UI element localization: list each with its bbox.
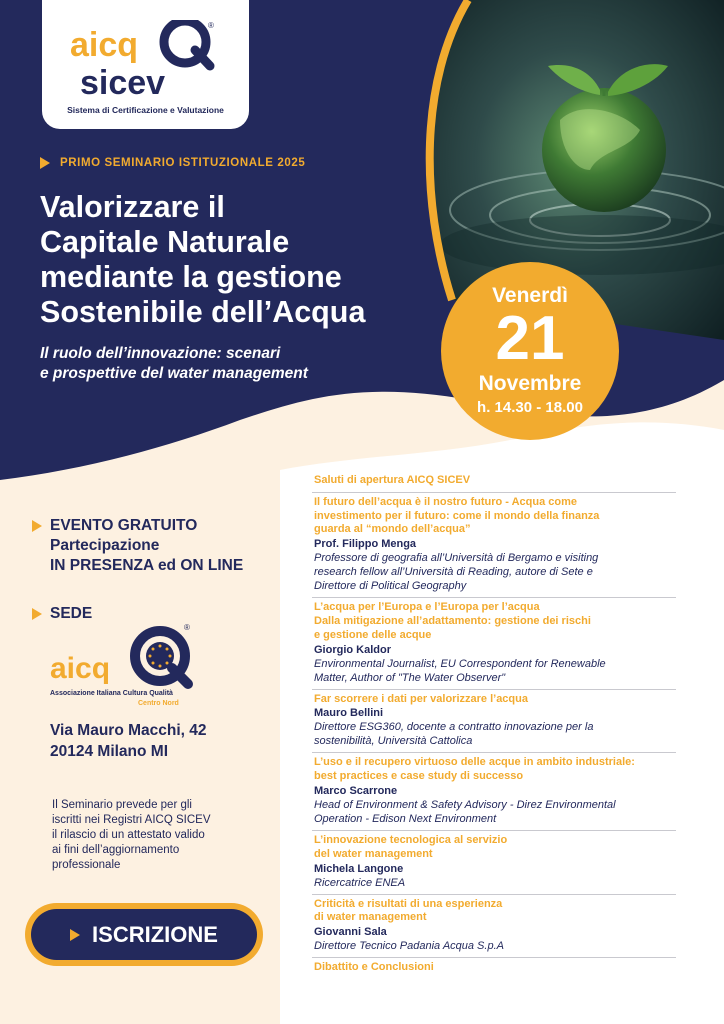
program-speaker-role bbox=[314, 551, 676, 593]
date-number: 21 bbox=[495, 304, 565, 373]
program-title-line: Dibattito e Conclusioni bbox=[314, 961, 434, 974]
date-month: Novembre bbox=[478, 372, 582, 395]
registration-label: ISCRIZIONE bbox=[92, 921, 218, 947]
program-speaker: Marco Scarrone bbox=[314, 784, 398, 797]
program-title-line: Saluti di apertura AICQ SICEV bbox=[314, 474, 471, 486]
logo-card bbox=[42, 0, 249, 129]
program-speaker-role bbox=[314, 720, 676, 748]
venue-address bbox=[50, 720, 207, 762]
address-line: Via Mauro Macchi, 42 bbox=[50, 722, 207, 739]
aicq-org-name: Associazione Italiana Cultura Qualità bbox=[50, 690, 173, 697]
date-day: Venerdì bbox=[492, 284, 568, 307]
program-item-title bbox=[314, 898, 676, 926]
program-item-title bbox=[314, 496, 676, 537]
program-item-title bbox=[314, 756, 676, 784]
program-item bbox=[312, 598, 676, 689]
title-line: mediante la gestione bbox=[40, 260, 342, 294]
title-line: Capitale Naturale bbox=[40, 225, 290, 259]
role-line: sostenibilità, Università Cattolica bbox=[314, 735, 473, 748]
logo-tagline: Sistema di Certificazione e Valutazione bbox=[67, 105, 224, 115]
registration-button-frame bbox=[25, 903, 263, 966]
role-line: Ricercatrice ENEA bbox=[314, 876, 406, 889]
date-badge bbox=[441, 262, 619, 440]
role-line: Matter, Author of "The Water Observer" bbox=[314, 671, 506, 684]
event-kicker bbox=[40, 157, 305, 169]
program-item-title bbox=[314, 961, 676, 975]
program-item bbox=[312, 690, 676, 754]
program-title-line: Criticità e risultati di una esperienza bbox=[314, 897, 503, 910]
aicq-branch: Centro Nord bbox=[138, 700, 179, 707]
svg-text:aicq: aicq bbox=[50, 652, 111, 685]
program-speaker: Mauro Bellini bbox=[314, 707, 384, 720]
subtitle-line: e prospettive del water management bbox=[40, 365, 308, 382]
program-speaker: Michela Langone bbox=[314, 862, 404, 875]
address-line: 20124 Milano MI bbox=[50, 743, 169, 760]
program-title-line: Far scorrere i dati per valorizzare l’acqua bbox=[314, 692, 528, 705]
program-speaker-role bbox=[314, 939, 676, 953]
date-time: h. 14.30 - 18.00 bbox=[477, 399, 583, 416]
role-line: Operation - Edison Next Environment bbox=[314, 812, 497, 825]
event-line: IN PRESENZA ed ON LINE bbox=[50, 557, 244, 574]
svg-text:®: ® bbox=[208, 21, 214, 30]
program-title-line: di water management bbox=[314, 911, 427, 924]
play-triangle-icon bbox=[32, 520, 42, 532]
program-item-title bbox=[314, 474, 676, 488]
role-line: Direttore Tecnico Padania Acqua S.p.A bbox=[314, 940, 504, 953]
aicq-logo bbox=[48, 620, 208, 712]
event-line: Partecipazione bbox=[50, 537, 160, 554]
program-item-title bbox=[314, 693, 676, 707]
program-title-line: L’acqua per l’Europa e l’Europa per l’acqua bbox=[314, 601, 540, 614]
program-title-line: del water management bbox=[314, 847, 433, 860]
program-item bbox=[312, 895, 676, 959]
program-title-line: L’uso e il recupero virtuoso delle acque in ambito industriale: bbox=[314, 756, 635, 769]
subtitle-line: Il ruolo dell’innovazione: scenari bbox=[40, 345, 281, 362]
kicker-text: PRIMO SEMINARIO ISTITUZIONALE 2025 bbox=[60, 157, 306, 169]
program-item bbox=[312, 493, 676, 598]
play-triangle-icon bbox=[40, 157, 50, 169]
program-list bbox=[312, 471, 676, 979]
program-item-title bbox=[314, 834, 676, 862]
role-line: research fellow all’Università di Reading, autore di Sete e bbox=[314, 566, 593, 579]
role-line: Head of Environment & Safety Advisory - Direz Environmental bbox=[314, 798, 616, 811]
role-line: Direttore di Political Geography bbox=[314, 580, 467, 593]
program-title-line: guarda al “mondo dell’acqua” bbox=[314, 523, 471, 536]
svg-text:aicq: aicq bbox=[70, 26, 139, 64]
note-line: ai fini dell’aggiornamento bbox=[52, 844, 180, 856]
program-speaker-role bbox=[314, 798, 676, 826]
program-title-line: Dalla mitigazione all’adattamento: gestione dei rischi bbox=[314, 614, 591, 627]
program-item bbox=[312, 753, 676, 831]
title-line: Valorizzare il bbox=[40, 190, 225, 224]
play-triangle-icon bbox=[70, 929, 80, 941]
note-line: iscritti nei Registri AICQ SICEV bbox=[52, 814, 211, 826]
program-speaker: Giovanni Sala bbox=[314, 926, 387, 939]
program-speaker-role bbox=[314, 657, 676, 685]
venue-label: SEDE bbox=[50, 605, 93, 622]
event-info bbox=[32, 516, 243, 576]
play-triangle-icon bbox=[32, 608, 42, 620]
program-speaker: Giorgio Kaldor bbox=[314, 643, 391, 656]
role-line: Direttore ESG360, docente a contratto innovazione per la bbox=[314, 721, 594, 734]
certificate-note bbox=[52, 798, 252, 873]
program-title-line: investimento per il futuro: come il mondo della finanza bbox=[314, 509, 600, 522]
program-title-line: best practices e case study di successo bbox=[314, 770, 524, 783]
title-line: Sostenibile dell’Acqua bbox=[40, 295, 366, 329]
note-line: professionale bbox=[52, 859, 121, 871]
program-item bbox=[312, 831, 676, 895]
registration-button[interactable] bbox=[31, 909, 257, 960]
program-title-line: Il futuro dell’acqua è il nostro futuro - Acqua come bbox=[314, 495, 578, 508]
program-title-line: e gestione delle acque bbox=[314, 628, 432, 641]
program-title-line: L’innovazione tecnologica al servizio bbox=[314, 833, 508, 846]
role-line: Environmental Journalist, EU Correspondent for Renewable bbox=[314, 657, 606, 670]
program-speaker-role bbox=[314, 876, 676, 890]
page-subtitle bbox=[40, 344, 400, 384]
program-item bbox=[312, 958, 676, 979]
svg-text:®: ® bbox=[184, 623, 190, 632]
aicq-sicev-logo bbox=[70, 20, 220, 100]
program-item-title bbox=[314, 601, 676, 642]
note-line: il rilascio di un attestato valido bbox=[52, 829, 205, 841]
program-item bbox=[312, 471, 676, 493]
note-line: Il Seminario prevede per gli bbox=[52, 799, 192, 811]
page-title bbox=[40, 190, 440, 330]
program-speaker: Prof. Filippo Menga bbox=[314, 538, 417, 551]
role-line: Professore di geografia all’Università di Bergamo e visiting bbox=[314, 552, 599, 565]
event-line: EVENTO GRATUITO bbox=[50, 517, 198, 534]
svg-text:sicev: sicev bbox=[80, 64, 166, 100]
